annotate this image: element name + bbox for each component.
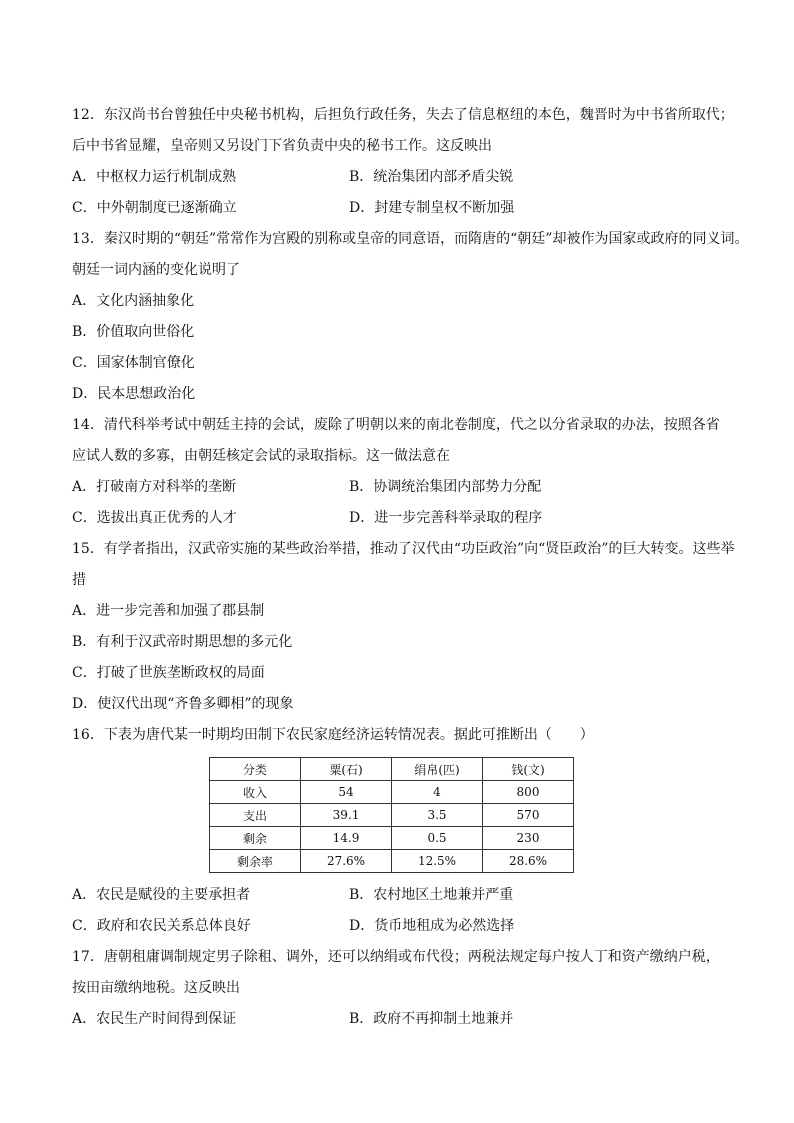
option-a[interactable]: A．农民生产时间得到保证 xyxy=(72,1011,237,1027)
option-a[interactable]: A．文化内涵抽象化 xyxy=(72,293,195,309)
question-text: 17．唐朝租庸调制规定男子除租、调外，还可以纳绢或布代役；两税法规定每户按人丁和资产缴纳户税， xyxy=(72,949,720,965)
option-c[interactable]: C．选拔出真正优秀的人才 xyxy=(72,510,237,526)
question-text: 12．东汉尚书台曾独任中央秘书机构，后担负行政任务，失去了信息枢纽的本色，魏晋时为中书省所取代； xyxy=(72,107,734,123)
table-header: 分类 xyxy=(210,758,301,781)
question-text: 应试人数的多寡，由朝廷核定会试的录取指标。这一做法意在 xyxy=(72,448,450,464)
table-row xyxy=(210,827,574,850)
option-a[interactable]: A．进一步完善和加强了郡县制 xyxy=(72,603,265,619)
question-15 xyxy=(72,534,735,720)
exam-page xyxy=(72,100,749,1035)
option-b[interactable]: B．统治集团内部矛盾尖锐 xyxy=(349,169,514,185)
option-a[interactable]: A．农民是赋役的主要承担者 xyxy=(72,887,251,903)
question-text: 按田亩缴纳地税。这反映出 xyxy=(72,980,240,996)
table-cell: 3.5 xyxy=(392,804,483,827)
table-cell: 14.9 xyxy=(301,827,392,850)
question-text: 15．有学者指出，汉武帝实施的某些政治举措，推动了汉代由“功臣政治”向“贤臣政治”的巨大转变。这些举 xyxy=(72,541,735,557)
option-d[interactable]: D．民本思想政治化 xyxy=(72,386,196,402)
table-cell: 28.6% xyxy=(483,850,574,873)
table-row xyxy=(210,850,574,873)
table-row xyxy=(210,804,574,827)
option-c[interactable]: C．政府和农民关系总体良好 xyxy=(72,918,251,934)
table-cell: 800 xyxy=(483,781,574,804)
option-d[interactable]: D．封建专制皇权不断加强 xyxy=(349,200,515,216)
table-cell: 39.1 xyxy=(301,804,392,827)
table-header: 绢帛(匹) xyxy=(392,758,483,781)
table-cell: 54 xyxy=(301,781,392,804)
option-a[interactable]: A．打破南方对科举的垄断 xyxy=(72,479,237,495)
option-d[interactable]: D．货币地租成为必然选择 xyxy=(349,918,515,934)
question-text: 后中书省显耀，皇帝则又另设门下省负责中央的秘书工作。这反映出 xyxy=(72,138,492,154)
option-c[interactable]: C．打破了世族垄断政权的局面 xyxy=(72,665,265,681)
question-12 xyxy=(72,100,734,224)
question-text: 16．下表为唐代某一时期均田制下农民家庭经济运转情况表。据此可推断出（ ） xyxy=(72,727,594,743)
table-cell: 570 xyxy=(483,804,574,827)
option-d[interactable]: D．进一步完善科举录取的程序 xyxy=(349,510,543,526)
question-13 xyxy=(72,224,749,410)
economy-table xyxy=(209,757,574,873)
option-a[interactable]: A．中枢权力运行机制成熟 xyxy=(72,169,237,185)
table-header-row xyxy=(210,758,574,781)
option-c[interactable]: C．中外朝制度已逐渐确立 xyxy=(72,200,237,216)
question-text: 14．清代科举考试中朝廷主持的会试，废除了明朝以来的南北卷制度，代之以分省录取的办法，按照各省 xyxy=(72,417,720,433)
table-cell: 收入 xyxy=(210,781,301,804)
table-cell: 0.5 xyxy=(392,827,483,850)
table-cell: 27.6% xyxy=(301,850,392,873)
option-d[interactable]: D．使汉代出现“齐鲁多卿相”的现象 xyxy=(72,696,294,712)
question-text: 措 xyxy=(72,572,86,588)
table-cell: 4 xyxy=(392,781,483,804)
question-14 xyxy=(72,410,727,534)
question-17 xyxy=(72,942,727,1035)
table-cell: 12.5% xyxy=(392,850,483,873)
option-b[interactable]: B．有利于汉武帝时期思想的多元化 xyxy=(72,634,293,650)
table-header: 粟(石) xyxy=(301,758,392,781)
option-b[interactable]: B．价值取向世俗化 xyxy=(72,324,195,340)
table-cell: 剩余 xyxy=(210,827,301,850)
table-cell: 230 xyxy=(483,827,574,850)
option-c[interactable]: C．国家体制官僚化 xyxy=(72,355,195,371)
question-text: 朝廷一词内涵的变化说明了 xyxy=(72,262,240,278)
table-cell: 剩余率 xyxy=(210,850,301,873)
table-cell: 支出 xyxy=(210,804,301,827)
table-header: 钱(文) xyxy=(483,758,574,781)
question-text: 13．秦汉时期的“朝廷”常常作为宫殿的别称或皇帝的同意语，而隋唐的“朝廷”却被作为国家或政府的同义词。 xyxy=(72,231,749,247)
table-row xyxy=(210,781,574,804)
option-b[interactable]: B．政府不再抑制土地兼并 xyxy=(349,1011,514,1027)
option-b[interactable]: B．农村地区土地兼并严重 xyxy=(349,887,514,903)
option-b[interactable]: B．协调统治集团内部势力分配 xyxy=(349,479,542,495)
question-16 xyxy=(72,720,727,942)
